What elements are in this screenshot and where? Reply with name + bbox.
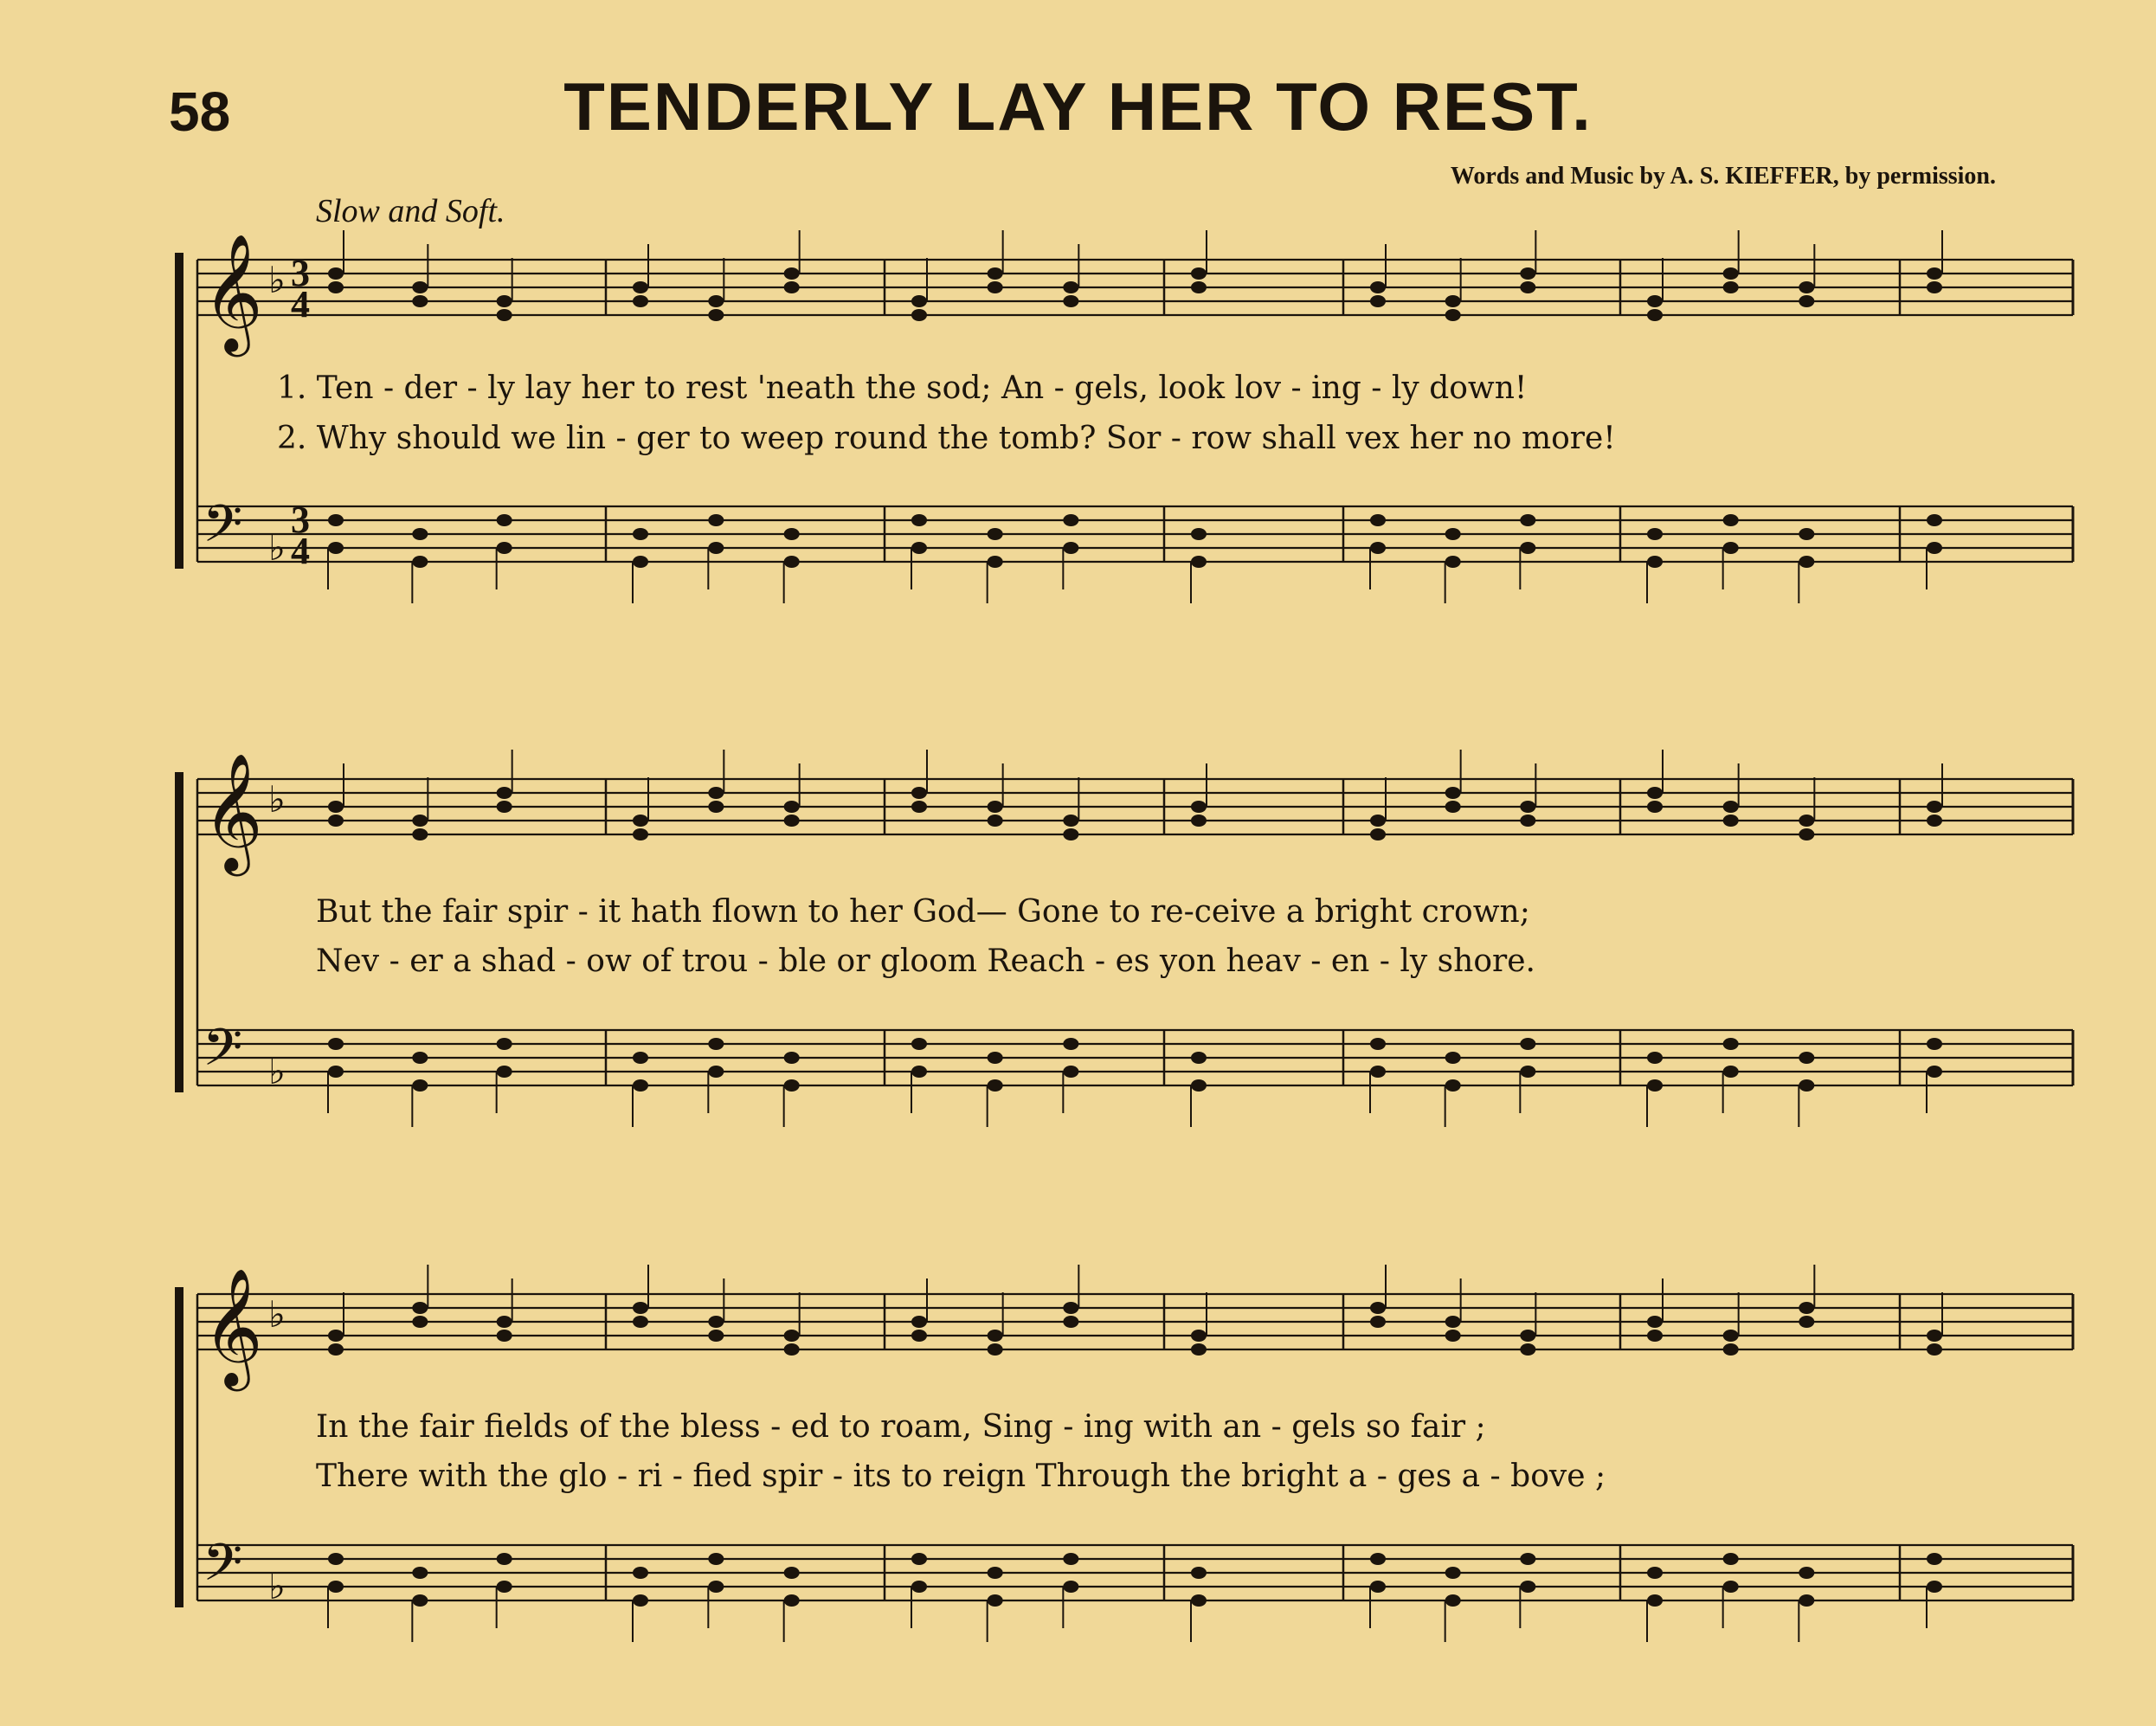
note-head [708,542,724,554]
note-head [708,295,724,307]
note-head [412,1079,428,1092]
note-head [708,1553,724,1565]
note-head [988,1343,1003,1356]
note-head [708,514,724,526]
note-head [497,1553,512,1565]
note-head [784,815,800,827]
note-head [497,787,512,799]
note-head [1370,815,1386,827]
bass-clef-icon: 𝄢 [203,493,243,566]
note-head [988,1594,1003,1607]
note-head [1927,1581,1942,1593]
note-head [1927,1066,1942,1078]
note-head [784,1343,800,1356]
note-head [784,1079,800,1092]
note-head [497,309,512,321]
staff [197,1545,2073,1600]
note-head [708,1330,724,1342]
note-head [1063,295,1078,307]
note-head [1520,1038,1535,1050]
note-head [708,1581,724,1593]
lyric-line: In the fair fields of the bless - ed to roam, Sing - ing with an - gels so fair ; [316,1409,1486,1445]
note-head [633,1052,648,1064]
note-head [1370,281,1386,293]
note-head [1927,267,1942,280]
note-head [911,1330,927,1342]
note-head [1799,528,1814,540]
note-head [1723,1581,1739,1593]
note-head [784,528,800,540]
note-head [1063,1066,1078,1078]
note-head [1723,281,1739,293]
note-head [1191,815,1207,827]
note-head [708,801,724,813]
note-head [1370,1066,1386,1078]
note-head [1063,815,1078,827]
note-head [988,281,1003,293]
note-head [633,528,648,540]
note-head [911,1316,927,1328]
note-head [1370,514,1386,526]
note-head [497,295,512,307]
note-head [1191,1330,1207,1342]
note-head [1445,528,1461,540]
note-head [988,1330,1003,1342]
note-head [911,309,927,321]
note-head [1370,542,1386,554]
note-head [497,1581,512,1593]
note-head [412,1302,428,1314]
note-head [1520,542,1535,554]
note-head [1445,1567,1461,1579]
note-head [1647,309,1663,321]
system-brace [175,253,183,569]
note-head [1370,1581,1386,1593]
note-head [1520,281,1535,293]
music-system [175,1265,2073,1642]
note-head [1445,1079,1461,1092]
note-head [1799,1052,1814,1064]
note-head [412,815,428,827]
note-head [633,556,648,568]
note-head [1191,281,1207,293]
note-head [1723,815,1739,827]
note-head [1445,1316,1461,1328]
lyric-line: Nev - er a shad - ow of trou - ble or gloom Reach - es yon heav - en - ly shore. [316,944,1535,979]
time-signature-top: 3 [291,252,310,294]
note-head [1520,801,1535,813]
note-head [1191,1052,1207,1064]
note-head [1520,267,1535,280]
note-head [1520,1330,1535,1342]
note-head [1723,1553,1739,1565]
note-head [1927,281,1942,293]
note-head [1647,1316,1663,1328]
note-head [633,815,648,827]
note-head [497,1066,512,1078]
music-system [175,750,2073,1127]
note-head [328,514,344,526]
note-head [784,1567,800,1579]
note-head [784,801,800,813]
staff [197,506,2073,562]
note-head [1799,1316,1814,1328]
note-head [328,815,344,827]
note-head [1191,801,1207,813]
note-head [328,1066,344,1078]
flat-icon: ♭ [268,1050,286,1092]
note-head [784,267,800,280]
note-head [1445,787,1461,799]
note-head [784,1330,800,1342]
note-head [1370,1038,1386,1050]
system-brace [175,772,183,1092]
staff [197,779,2073,834]
note-head [911,801,927,813]
note-head [1927,1343,1942,1356]
note-head [412,556,428,568]
note-head [784,1052,800,1064]
time-signature-top: 3 [291,499,310,541]
note-head [497,514,512,526]
time-signature-bottom: 4 [291,283,310,325]
note-head [1723,1330,1739,1342]
note-head [328,1038,344,1050]
note-head [633,295,648,307]
note-head [633,1302,648,1314]
note-head [1063,1553,1078,1565]
note-head [911,787,927,799]
note-head [497,801,512,813]
note-head [1191,267,1207,280]
note-head [784,281,800,293]
note-head [911,295,927,307]
note-head [1445,1594,1461,1607]
note-head [633,1594,648,1607]
note-head [1927,801,1942,813]
note-head [633,1316,648,1328]
note-head [328,281,344,293]
time-signature-bottom: 4 [291,530,310,572]
note-head [1647,556,1663,568]
note-head [988,1079,1003,1092]
note-head [412,1594,428,1607]
note-head [1647,1594,1663,1607]
note-head [1520,514,1535,526]
flat-icon: ♭ [268,778,286,821]
note-head [1799,295,1814,307]
note-head [911,1553,927,1565]
note-head [412,281,428,293]
author-credit: Words and Music by A. S. KIEFFER, by permission. [1450,163,1996,190]
note-head [784,556,800,568]
lyric-line: 1. Ten - der - ly lay her to rest 'neath the sod; An - gels, look lov - ing - ly down! [277,370,1528,406]
note-head [412,295,428,307]
note-head [708,309,724,321]
note-head [1647,528,1663,540]
note-head [1191,1567,1207,1579]
note-head [328,267,344,280]
note-head [1520,1553,1535,1565]
music-system [175,230,2073,603]
note-head [497,1330,512,1342]
note-head [708,787,724,799]
staff [197,1294,2073,1349]
note-head [1723,1038,1739,1050]
note-head [911,1581,927,1593]
note-head [1927,815,1942,827]
note-head [1063,1302,1078,1314]
note-head [988,1567,1003,1579]
note-head [412,828,428,840]
note-head [1647,801,1663,813]
note-head [1370,1553,1386,1565]
tempo-marking: Slow and Soft. [316,193,505,229]
bass-clef-icon: 𝄢 [203,1532,243,1605]
note-head [708,1038,724,1050]
lyric-line: But the fair spir - it hath flown to her God— Gone to re-ceive a bright crown; [316,894,1530,930]
lyric-line: 2. Why should we lin - ger to weep round the tomb? Sor - row shall vex her no more! [277,421,1616,456]
note-head [1799,1567,1814,1579]
note-head [633,1567,648,1579]
note-head [1647,295,1663,307]
note-head [412,528,428,540]
note-head [708,1316,724,1328]
note-head [911,1066,927,1078]
note-head [708,1066,724,1078]
lyric-line: There with the glo - ri - fied spir - its to reign Through the bright a - ges a - bove ; [316,1459,1606,1494]
note-head [1445,1052,1461,1064]
note-head [328,542,344,554]
note-head [988,556,1003,568]
note-head [1063,514,1078,526]
treble-clef-icon: 𝄞 [203,751,263,871]
note-head [1723,267,1739,280]
note-head [633,281,648,293]
note-head [1370,295,1386,307]
note-head [328,1330,344,1342]
note-head [1520,1581,1535,1593]
staff [197,260,2073,315]
note-head [1445,295,1461,307]
note-head [1927,1330,1942,1342]
note-head [328,1581,344,1593]
treble-clef-icon: 𝄞 [203,1266,263,1386]
note-head [1445,309,1461,321]
note-head [1445,801,1461,813]
flat-icon: ♭ [268,526,286,569]
note-head [1191,1594,1207,1607]
note-head [412,1316,428,1328]
note-head [633,828,648,840]
note-head [1647,787,1663,799]
note-head [1799,1079,1814,1092]
treble-clef-icon: 𝄞 [203,232,263,351]
note-head [1723,1066,1739,1078]
note-head [1520,1343,1535,1356]
note-head [1191,528,1207,540]
note-head [1927,542,1942,554]
note-head [1723,514,1739,526]
note-head [988,528,1003,540]
note-head [497,1316,512,1328]
note-head [911,542,927,554]
note-head [1063,1581,1078,1593]
note-head [328,1343,344,1356]
hymn-title: TENDERLY LAY HER TO REST. [563,68,1593,145]
note-head [1799,828,1814,840]
flat-icon: ♭ [268,1293,286,1336]
note-head [1799,281,1814,293]
note-head [1370,1302,1386,1314]
note-head [1723,1343,1739,1356]
bass-clef-icon: 𝄢 [203,1017,243,1090]
note-head [1647,1567,1663,1579]
note-head [988,801,1003,813]
note-head [911,1038,927,1050]
flat-icon: ♭ [268,1565,286,1607]
note-head [988,815,1003,827]
note-head [988,1052,1003,1064]
note-head [1927,1553,1942,1565]
note-head [1370,1316,1386,1328]
note-head [497,542,512,554]
note-head [1520,815,1535,827]
note-head [1445,556,1461,568]
note-head [784,1594,800,1607]
note-head [1191,1079,1207,1092]
note-head [1799,1302,1814,1314]
note-head [1191,556,1207,568]
note-head [1799,1594,1814,1607]
note-head [1063,281,1078,293]
note-head [1799,815,1814,827]
note-head [328,801,344,813]
note-head [1191,1343,1207,1356]
note-head [633,1079,648,1092]
note-head [1063,828,1078,840]
note-head [911,514,927,526]
note-head [1647,1079,1663,1092]
note-head [1063,1316,1078,1328]
note-head [1063,542,1078,554]
note-head [497,1038,512,1050]
note-head [1647,1330,1663,1342]
note-head [1927,1038,1942,1050]
note-head [1370,828,1386,840]
note-head [1063,1038,1078,1050]
note-head [1799,556,1814,568]
note-head [988,267,1003,280]
note-head [412,1052,428,1064]
note-head [1723,801,1739,813]
note-head [1927,514,1942,526]
note-head [412,1567,428,1579]
staff [197,1030,2073,1085]
flat-icon: ♭ [268,259,286,301]
page-number: 58 [169,81,231,143]
system-brace [175,1287,183,1607]
note-head [1723,542,1739,554]
note-head [1445,1330,1461,1342]
note-head [1647,1052,1663,1064]
note-head [1520,1066,1535,1078]
note-head [328,1553,344,1565]
